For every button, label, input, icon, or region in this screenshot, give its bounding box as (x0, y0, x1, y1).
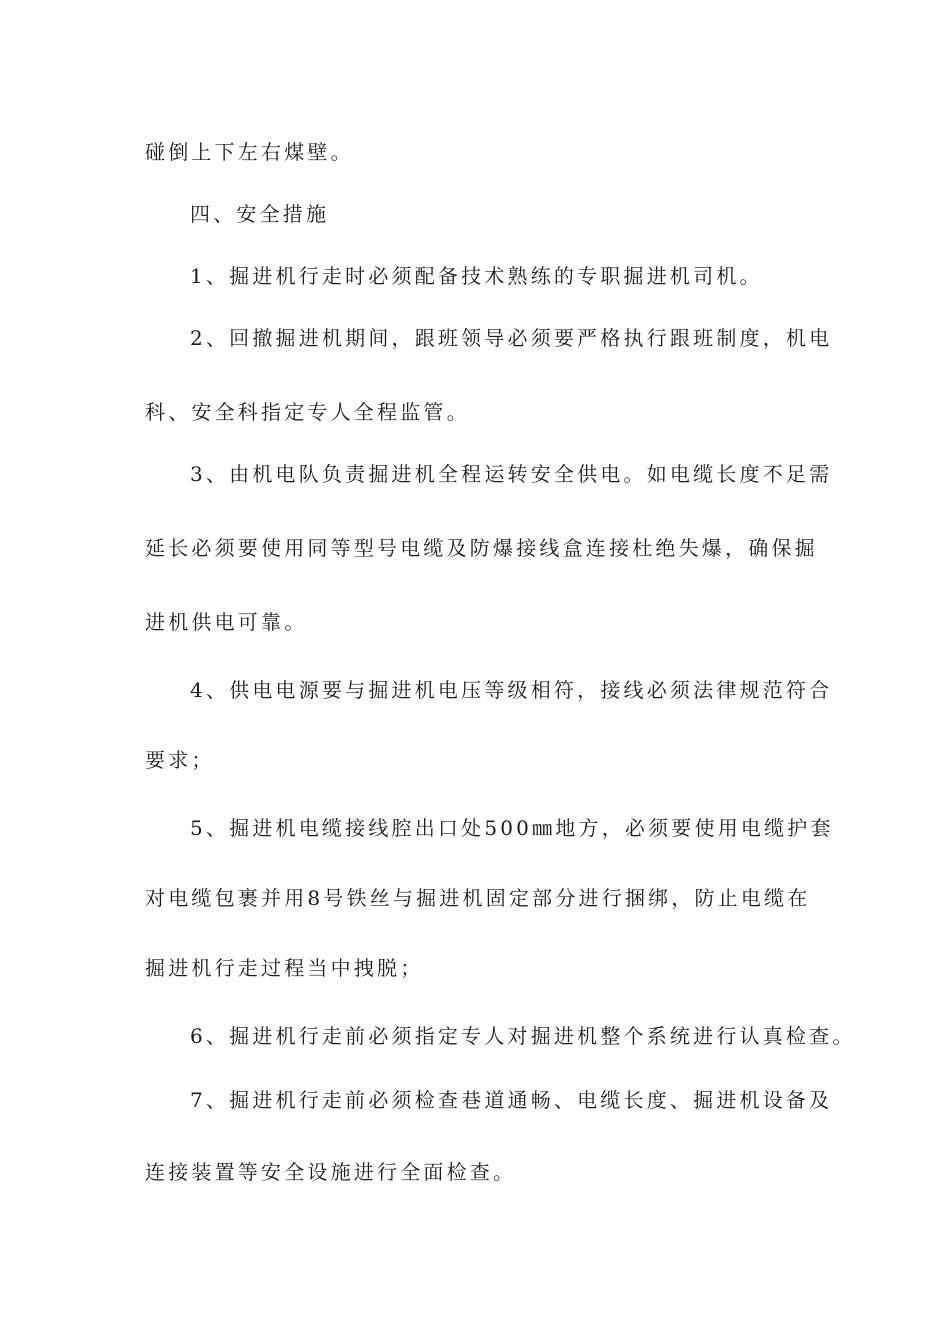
item-5-line-1: 5、掘进机电缆接线腔出口处500㎜地方，必须要使用电缆护套 (190, 816, 834, 840)
item-3-line-2: 延长必须要使用同等型号电缆及防爆接线盒连接杜绝失爆，确保掘 (145, 536, 818, 560)
item-4-line-2: 要求； (145, 748, 215, 772)
item-5-line-2: 对电缆包裹并用8号铁丝与掘进机固定部分进行捆绑，防止电缆在 (145, 886, 811, 910)
text-line-continuation: 碰倒上下左右煤壁。 (145, 140, 354, 164)
item-4-line-1: 4、供电电源要与掘进机电压等级相符，接线必须法律规范符合 (190, 678, 833, 702)
item-2-line-2: 科、安全科指定专人全程监管。 (145, 400, 470, 424)
item-3-line-1: 3、由机电队负责掘进机全程运转安全供电。如电缆长度不足需 (190, 462, 833, 486)
item-2-line-1: 2、回撤掘进机期间，跟班领导必须要严格执行跟班制度，机电 (190, 326, 833, 350)
item-7-line-2: 连接装置等安全设施进行全面检查。 (145, 1160, 517, 1184)
item-7-line-1: 7、掘进机行走前必须检查巷道通畅、电缆长度、掘进机设备及 (190, 1088, 833, 1112)
item-5-line-3: 掘进机行走过程当中拽脱； (145, 956, 424, 980)
item-3-line-3: 进机供电可靠。 (145, 610, 308, 634)
section-heading: 四、安全措施 (190, 202, 330, 226)
item-6: 6、掘进机行走前必须指定专人对掘进机整个系统进行认真检查。 (190, 1024, 856, 1048)
item-1: 1、掘进机行走时必须配备技术熟练的专职掘进机司机。 (190, 264, 763, 288)
